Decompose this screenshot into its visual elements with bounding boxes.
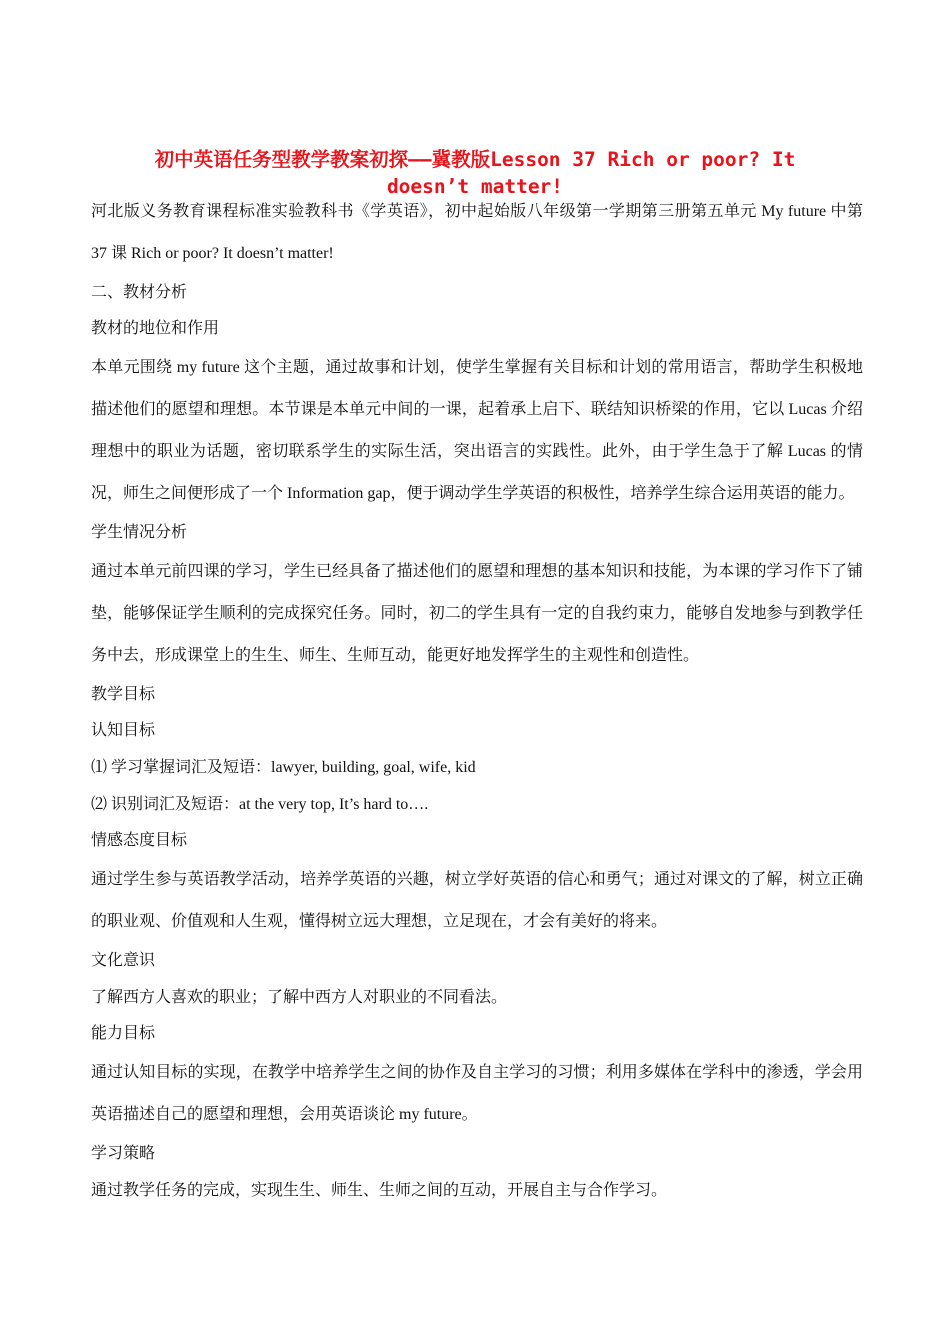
culture-paragraph: 了解西方人喜欢的职业；了解中西方人对职业的不同看法。 [91, 989, 508, 1006]
status-paragraph: 本单元围绕 my future 这个主题，通过故事和计划，使学生掌握有关目标和计划的常用语言，帮助学生积极地描述他们的愿望和理想。本节课是本单元中间的一课，起着承上启下、联结知识桥梁的作用，它以 Lucas 介绍理想中的职业为话题，密切联系学生的实际生活，突出语言的实践性。此外，由于学生急于了解 Lucas 的情况，师生之间便形成了一个 Information gap，便于调动学生学英语的积极性，培养学生综合运用英语的能力。 [91, 359, 863, 502]
subheading-status: 教材的地位和作用 [91, 320, 220, 337]
section-heading-textbook-analysis: 二、教材分析 [91, 284, 188, 301]
subheading-teaching-goals: 教学目标 [91, 686, 156, 703]
intro-paragraph: 河北版义务教育课程标准实验教科书《学英语》，初中起始版八年级第一学期第三册第五单元 My future 中第 37 课 Rich or poor? It doesn’t matter! [91, 203, 863, 262]
subheading-learning-strategy: 学习策略 [91, 1145, 156, 1162]
students-paragraph: 通过本单元前四课的学习，学生已经具备了描述他们的愿望和理想的基本知识和技能，为本课的学习作下了铺垫，能够保证学生顺利的完成探究任务。同时，初二的学生具有一定的自我约束力，能够自发地参与到教学任务中去，形成课堂上的生生、师生、生师互动，能更好地发挥学生的主观性和创造性。 [91, 563, 863, 664]
subheading-cognitive-goals: 认知目标 [91, 722, 156, 739]
strategy-paragraph: 通过教学任务的完成，实现生生、师生、生师之间的互动，开展自主与合作学习。 [91, 1182, 668, 1199]
ability-paragraph: 通过认知目标的实现，在教学中培养学生之间的协作及自主学习的习惯；利用多媒体在学科中的渗透，学会用英语描述自己的愿望和理想，会用英语谈论 my future。 [91, 1064, 863, 1123]
subheading-culture: 文化意识 [91, 952, 156, 969]
document-body [91, 196, 863, 1209]
cognitive-item-2: ⑵ 识别词汇及短语：at the very top, It’s hard to…. [91, 796, 429, 813]
cognitive-item-1: ⑴ 学习掌握词汇及短语：lawyer, building, goal, wife, kid [91, 759, 476, 776]
subheading-students: 学生情况分析 [91, 524, 188, 541]
title-line-2: doesn’t matter! [386, 175, 564, 198]
title-line-1: 初中英语任务型教学教案初探——冀教版Lesson 37 Rich or poor? It [154, 148, 796, 171]
subheading-ability-goals: 能力目标 [91, 1025, 156, 1042]
emotion-paragraph: 通过学生参与英语教学活动，培养学英语的兴趣，树立学好英语的信心和勇气；通过对课文的了解，树立正确的职业观、价值观和人生观，懂得树立远大理想，立足现在，才会有美好的将来。 [91, 871, 863, 930]
subheading-emotion-goals: 情感态度目标 [91, 832, 188, 849]
